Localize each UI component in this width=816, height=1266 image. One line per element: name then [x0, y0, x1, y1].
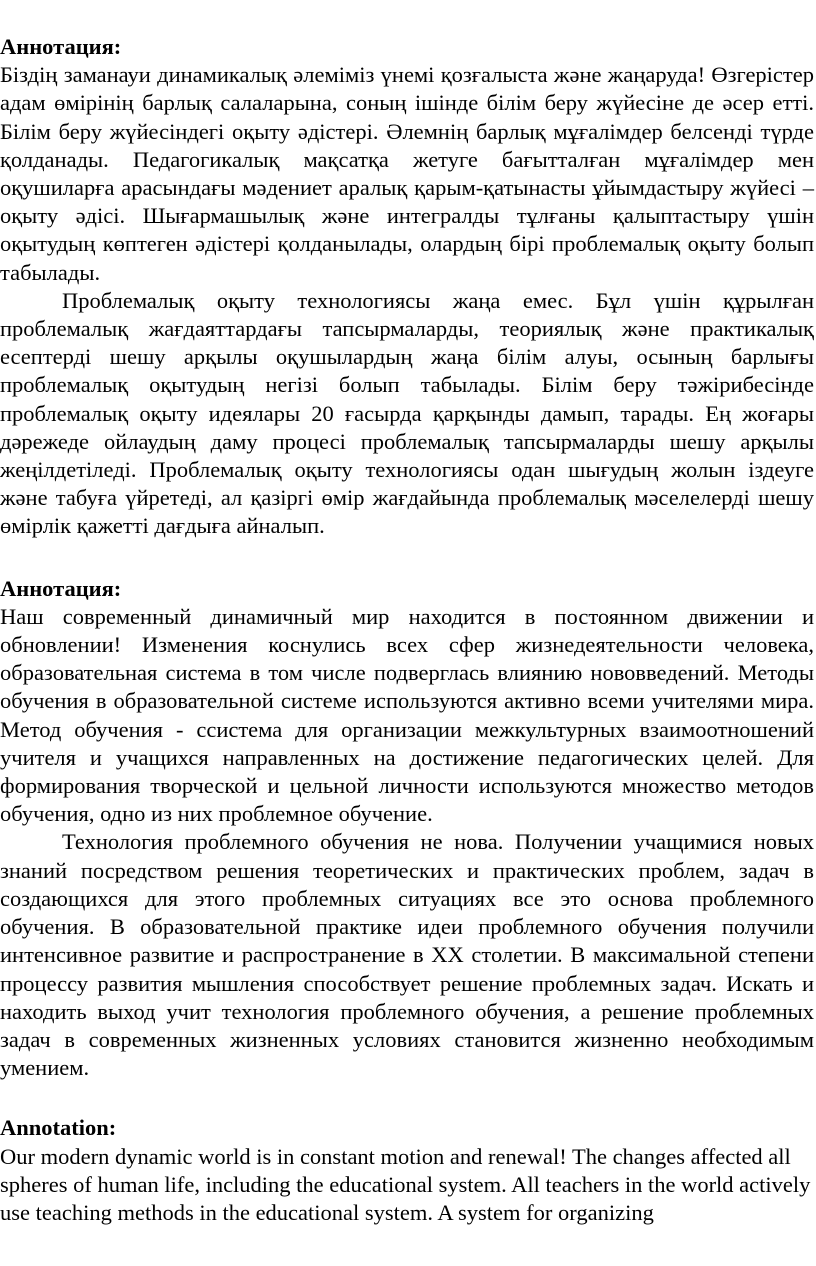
english-annotation-section [0, 1114, 814, 1227]
russian-paragraph-2: Технология проблемного обучения не нова. Получении учащимися новых знаний посредством решения теоретических и практических проблем, задач в создающихся для этого проблемных ситуациях все это основа проблемного обучения. В образовательной практике идеи проблемного обучения получили интенсивное развитие и распространение в XX столетии. В максимальной степени процессу развития мышления способствует решение проблемных задач. Искать и находить выход учит технология проблемного обучения, а решение проблемных задач в современных жизненных условиях становится жизненно необходимым умением. [0, 829, 814, 1081]
kazakh-annotation-heading: Аннотация: [0, 34, 122, 59]
russian-paragraph-1: Наш современный динамичный мир находится в постоянном движении и обновлении! Изменения коснулись всех сфер жизнедеятельности человека, образовательная система в том числе подверглась влиянию нововведений. Методы обучения в образовательной системе используются активно всеми учителями мира. Метод обучения - ссистема для организации межкультурных взаимоотношений учителя и учащихся направленных на достижение педагогических целей. Для формирования творческой и цельной личности используются множество методов обучения, одно из них проблемное обучение. [0, 603, 814, 827]
english-annotation-heading: Annotation: [0, 1115, 117, 1141]
russian-annotation-section [0, 575, 814, 1083]
kazakh-paragraph-1: Біздің заманауи динамикалық әлеміміз үнемі қозғалыста және жаңаруда! Өзгерістер адам өмірінің барлық салаларына, соның ішінде білім беру жүйесіне де әсер етті. Білім беру жүйесіндегі оқыту әдістері. Әлемнің барлық мұғалімдер белсенді түрде қолданады. Педагогикалық мақсатқа жетуге бағытталған мұғалімдер мен оқушиларға арасындағы мәдениет аралық қарым-қатынасты ұйымдастыру жүйесі – оқыту әдісі. Шығармашылық және интегралды тұлғаны қалыптастыру үшін оқытудың көптеген әдістері қолданылады, олардың бірі проблемалық оқыту болып табылады. [0, 62, 814, 285]
russian-annotation-heading: Аннотация: [0, 575, 122, 601]
kazakh-annotation-section [0, 0, 814, 541]
kazakh-paragraph-2: Проблемалық оқыту технологиясы жаңа емес. Бұл үшін құрылған проблемалық жағдаяттардағы тапсырмаларды, теориялық және практикалық есептерді шешу арқылы оқушылардың жаңа білім алуы, осының барлығы проблемалық оқытудың негізі болып табылады. Білім беру тәжірибесінде проблемалық оқыту идеялары 20 ғасырда қарқынды дамып, тарады. Ең жоғары дәрежеде ойлаудың даму процесі проблемалық тапсырмаларды шешу арқылы жеңілдетіледі. Проблемалық оқыту технологиясы одан шығудың жолын іздеуге және табуға үйретеді, ал қазіргі өмір жағдайында проблемалық мәселелерді шешу өмірлік қажетті дағдыға айналып. [0, 287, 814, 539]
english-paragraph-1: Our modern dynamic world is in constant motion and renewal! The changes affected all spheres of human life, including the educational system. All teachers in the world actively use teaching methods in the educational system. A system for organizing [0, 1143, 811, 1225]
